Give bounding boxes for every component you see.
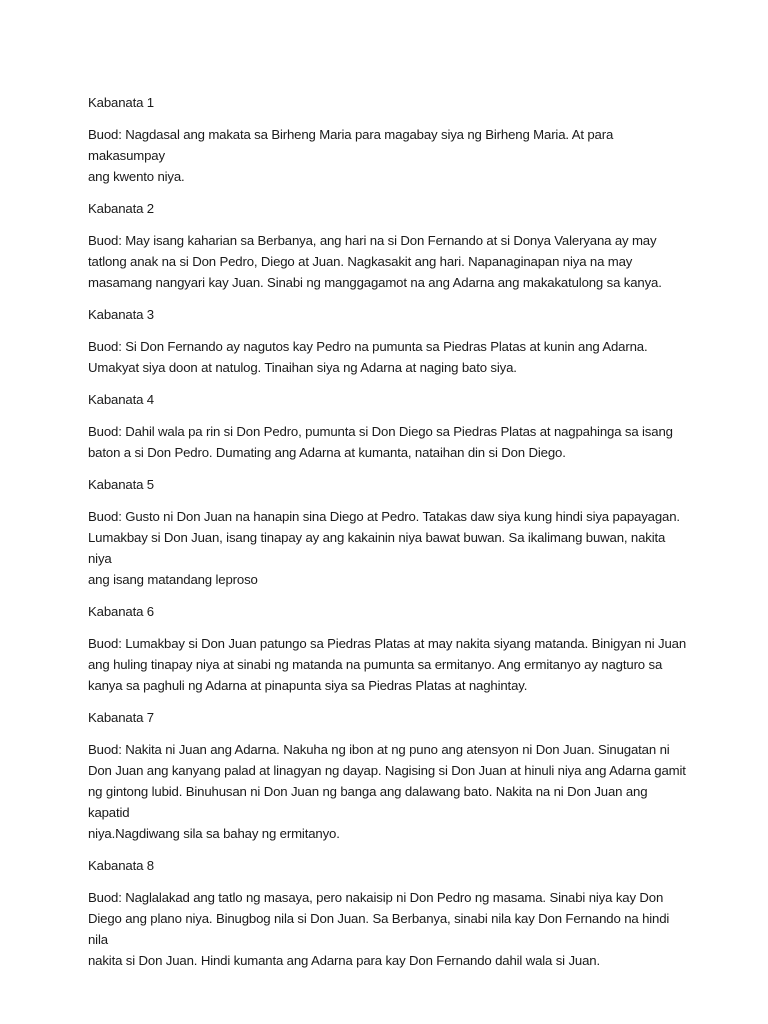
chapter-section [88,92,688,198]
summary-line: ang huling tinapay niya at sinabi ng matanda na pumunta sa ermitanyo. Ang ermitanyo ay nagturo sa [88,657,663,672]
chapter-summary [88,336,688,378]
chapter-section [88,389,688,474]
summary-line: Buod: Si Don Fernando ay nagutos kay Pedro na pumunta sa Piedras Platas at kunin ang Adarna. [88,339,648,354]
summary-line: ng gintong lubid. Binuhusan ni Don Juan ng banga ang dalawang bato. Nakita na ni Don Juan ang kapatid [88,784,648,820]
summary-line: nakita si Don Juan. Hindi kumanta ang Adarna para kay Don Fernando dahil wala si Juan. [88,953,600,968]
chapter-summary [88,739,688,844]
summary-line: tatlong anak na si Don Pedro, Diego at Juan. Nagkasakit ang hari. Napanaginapan niya na may [88,254,633,269]
chapter-summary [88,633,688,696]
chapter-summary [88,421,688,463]
summary-line: Buod: Lumakbay si Don Juan patungo sa Piedras Platas at may nakita siyang matanda. Binigyan ni Juan [88,636,687,651]
chapter-section [88,601,688,707]
chapter-section [88,707,688,855]
document-body [88,92,688,971]
summary-line: Buod: Gusto ni Don Juan na hanapin sina Diego at Pedro. Tatakas daw siya kung hindi siya papayagan. [88,509,680,524]
summary-line: Buod: Naglalakad ang tatlo ng masaya, pero nakaisip ni Don Pedro ng masama. Sinabi niya kay Don [88,890,664,905]
summary-line: masamang nangyari kay Juan. Sinabi ng manggagamot na ang Adarna ang makakatulong sa kanya. [88,275,662,290]
summary-line: Diego ang plano niya. Binugbog nila si Don Juan. Sa Berbanya, sinabi nila kay Don Fernando na hindi nila [88,911,670,947]
summary-line: baton a si Don Pedro. Dumating ang Adarna at kumanta, nataihan din si Don Diego. [88,445,566,460]
chapter-heading: Kabanata 1 [88,95,154,110]
chapter-summary [88,124,688,187]
chapter-heading: Kabanata 7 [88,710,154,725]
summary-line: Lumakbay si Don Juan, isang tinapay ay ang kakainin niya bawat buwan. Sa ikalimang buwan, nakita niya [88,530,666,566]
chapter-section [88,304,688,389]
chapter-heading: Kabanata 2 [88,201,154,216]
chapter-summary [88,506,688,590]
chapter-section [88,474,688,601]
chapter-heading: Kabanata 8 [88,858,154,873]
chapter-heading: Kabanata 6 [88,604,154,619]
summary-line: Don Juan ang kanyang palad at linagyan ng dayap. Nagising si Don Juan at hinuli niya ang Adarna gamit [88,763,686,778]
chapter-section [88,198,688,304]
summary-line: ang kwento niya. [88,169,185,184]
summary-line: Buod: Nakita ni Juan ang Adarna. Nakuha ng ibon at ng puno ang atensyon ni Don Juan. Sinugatan ni [88,742,670,757]
chapter-heading: Kabanata 4 [88,392,154,407]
summary-line: Buod: May isang kaharian sa Berbanya, ang hari na si Don Fernando at si Donya Valeryana ay may [88,233,657,248]
summary-line: kanya sa paghuli ng Adarna at pinapunta siya sa Piedras Platas at naghintay. [88,678,528,693]
summary-line: Buod: Dahil wala pa rin si Don Pedro, pumunta si Don Diego sa Piedras Platas at nagpahinga sa isang [88,424,673,439]
summary-line: Umakyat siya doon at natulog. Tinaihan siya ng Adarna at naging bato siya. [88,360,517,375]
summary-line: niya.Nagdiwang sila sa bahay ng ermitanyo. [88,826,340,841]
chapter-summary [88,887,688,971]
summary-line: ang isang matandang leproso [88,572,258,587]
chapter-heading: Kabanata 5 [88,477,154,492]
chapter-section [88,855,688,971]
chapter-summary [88,230,688,293]
summary-line: Buod: Nagdasal ang makata sa Birheng Maria para magabay siya ng Birheng Maria. At para makasumpay [88,127,614,163]
chapter-heading: Kabanata 3 [88,307,154,322]
